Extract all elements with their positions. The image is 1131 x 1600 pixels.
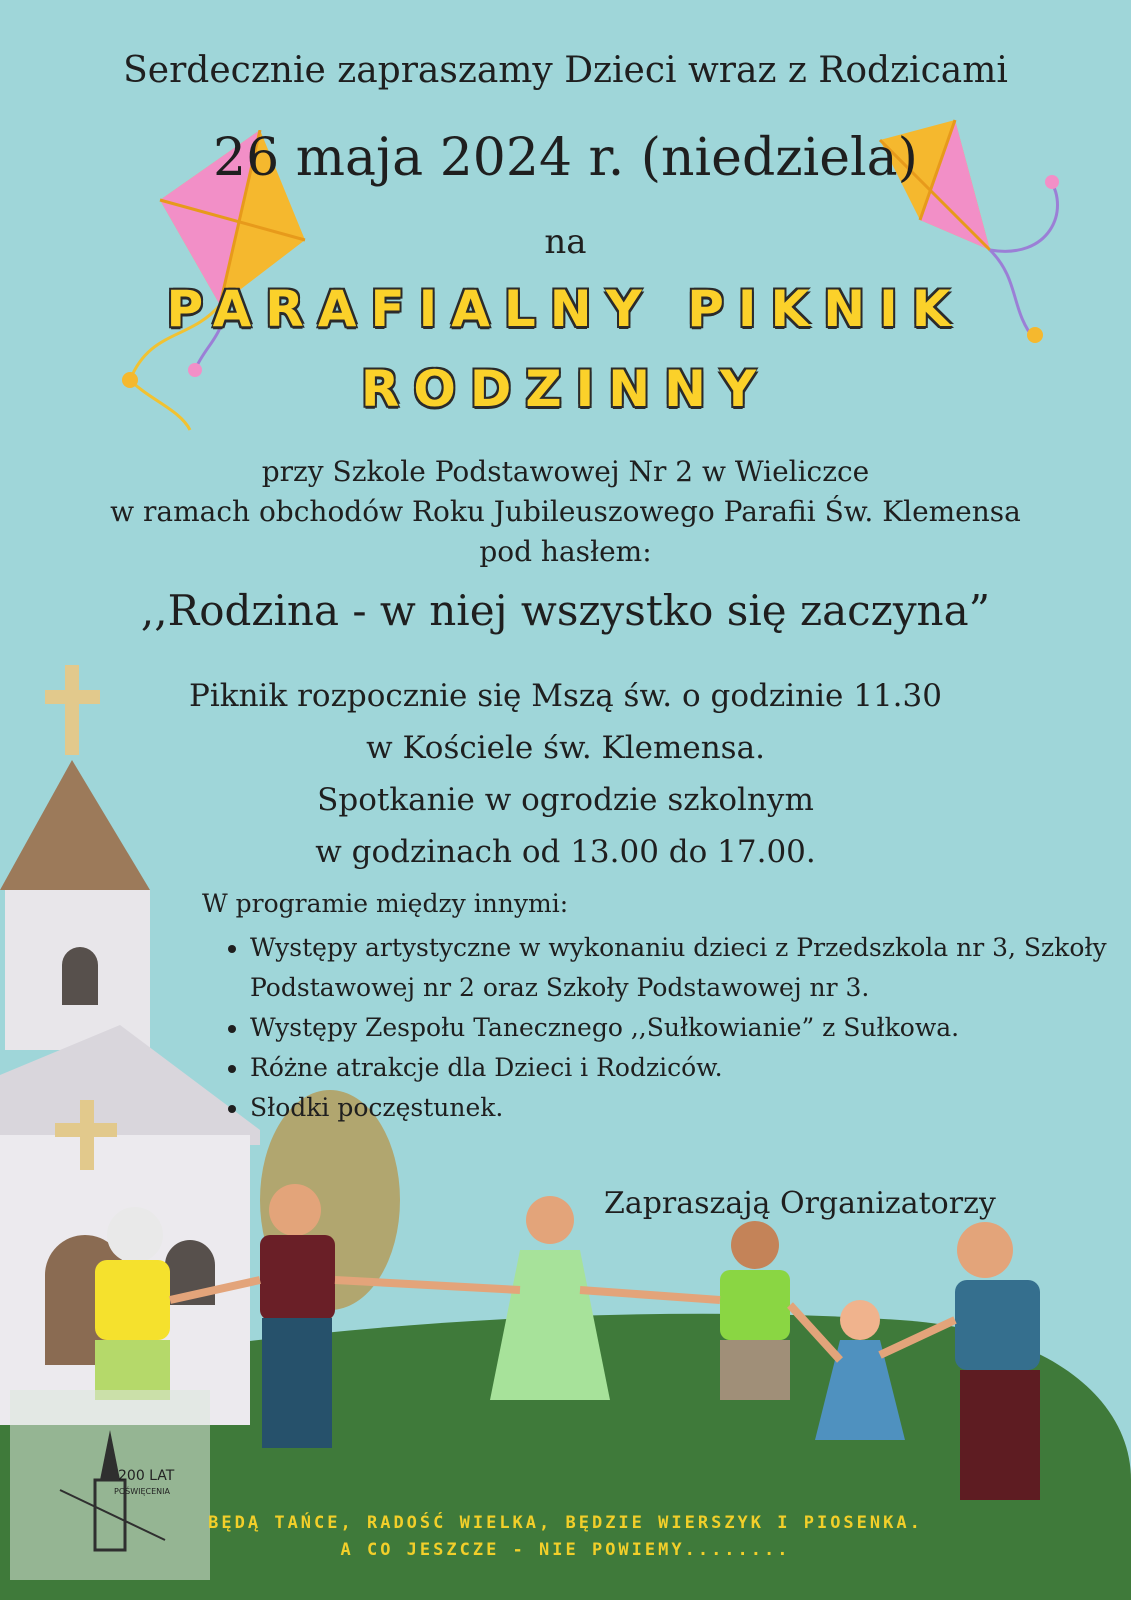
place-block bbox=[0, 452, 1131, 572]
title-line-1: PARAFIALNY PIKNIK bbox=[166, 280, 965, 338]
organizers-text: Zapraszają Organizatorzy bbox=[604, 1186, 996, 1221]
schedule-line: w godzinach od 13.00 do 17.00. bbox=[315, 834, 816, 870]
program-item: • Występy artystyczne w wykonaniu dzieci z Przedszkola nr 3, Szkoły Podstawowej nr 2 oraz Szkoły Podstawowej nr 3. bbox=[250, 928, 1122, 1008]
event-date: 26 maja 2024 r. (niedziela) bbox=[213, 128, 918, 188]
logo-line2: POŚWIĘCENIA bbox=[114, 1487, 170, 1496]
place-line: przy Szkole Podstawowej Nr 2 w Wieliczce bbox=[261, 455, 870, 488]
program-item: • Występy Zespołu Tanecznego ,,Sułkowianie” z Sułkowa. bbox=[250, 1008, 1122, 1048]
program-section bbox=[202, 886, 1122, 1128]
motto: ,,Rodzina - w niej wszystko się zaczyna” bbox=[140, 586, 991, 635]
logo-line1: 200 LAT bbox=[118, 1468, 175, 1484]
bottom-line-1: BĘDĄ TAŃCE, RADOŚĆ WIELKA, BĘDZIE WIERSZYK I PIOSENKA. bbox=[208, 1513, 923, 1533]
place-line: pod hasłem: bbox=[479, 535, 652, 568]
title-line-2: RODZINNY bbox=[360, 360, 771, 418]
place-line: w ramach obchodów Roku Jubileuszowego Parafii Św. Klemensa bbox=[110, 495, 1021, 528]
schedule-line: Piknik rozpocznie się Mszą św. o godzinie 11.30 bbox=[189, 678, 942, 714]
schedule-block bbox=[0, 670, 1131, 878]
schedule-line: Spotkanie w ogrodzie szkolnym bbox=[317, 782, 814, 818]
invite-text: Serdecznie zapraszamy Dzieci wraz z Rodzicami bbox=[123, 50, 1008, 91]
schedule-line: w Kościele św. Klemensa. bbox=[366, 730, 765, 766]
program-list bbox=[202, 928, 1122, 1128]
program-item: • Słodki poczęstunek. bbox=[250, 1088, 1122, 1128]
bottom-line-2: A CO JESZCZE - NIE POWIEMY........ bbox=[340, 1540, 791, 1560]
program-item: • Różne atrakcje dla Dzieci i Rodziców. bbox=[250, 1048, 1122, 1088]
program-heading: W programie między innymi: bbox=[202, 889, 569, 918]
na-text: na bbox=[544, 222, 587, 262]
